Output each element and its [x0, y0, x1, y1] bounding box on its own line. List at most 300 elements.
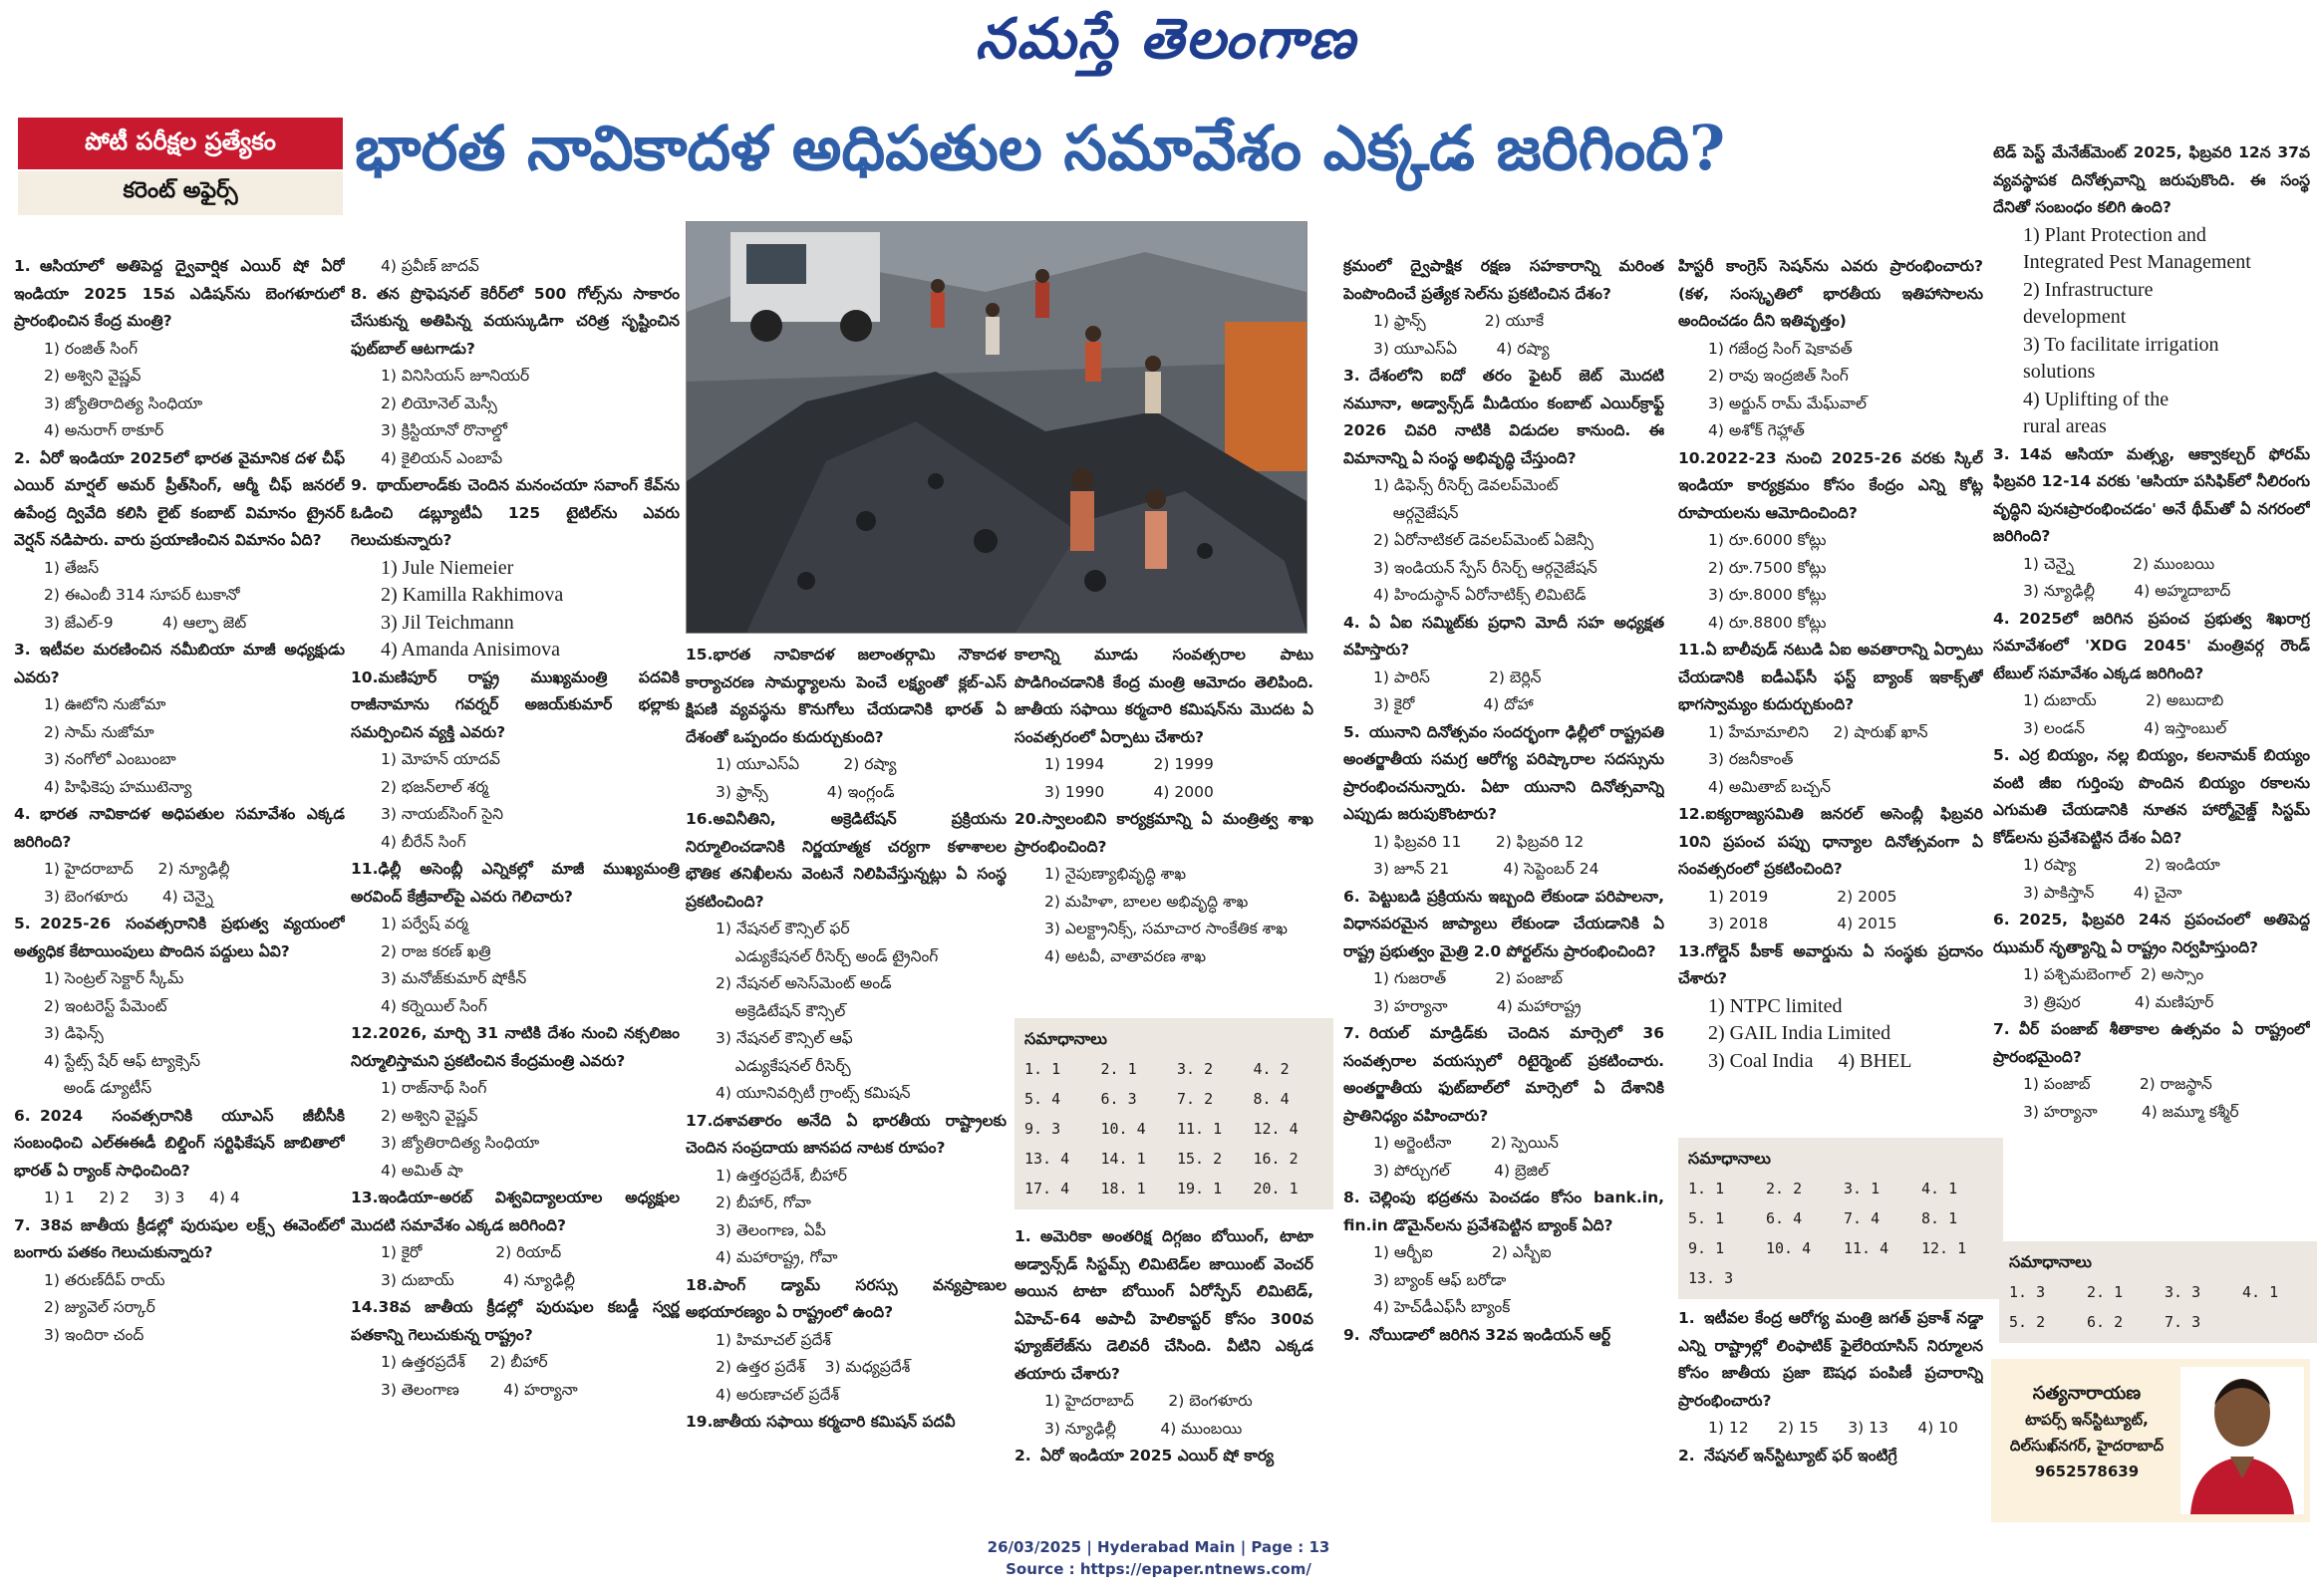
option-line: 1) 1 2) 2 3) 3 4) 4: [44, 1189, 240, 1206]
question-body: ఐక్యరాజ్యసమితి జనరల్ అసెంబ్లీ ఫిబ్రవరి 10ని ప్రపంచ పప్పు ధాన్యాల దినోత్సవంగా ఏ సంవత్సరంలో ప్రకటించింది?: [1678, 805, 1983, 878]
column-2: [351, 253, 680, 1530]
question-body: అవినీతిని, అక్రెడిటేషన్ ప్రక్రియను నిర్మూలించడానికి నిర్ణయాత్మక చర్యగా కళాశాలల భౌతిక తనిఖీలను వెంటనే నిలిపివేస్తున్నట్లు ఏ సంస్థ ప్రకటించింది?: [686, 810, 1007, 911]
answer-item: 5. 4: [1024, 1090, 1061, 1108]
answer-item: 4. 1: [2242, 1283, 2279, 1301]
section-tag: [18, 118, 343, 215]
option-line: 2) ఈఎంబీ 314 సూపర్ టుకానో: [44, 586, 240, 604]
question-block: [14, 1212, 345, 1350]
option-line: 3) బ్యాంక్ ఆఫ్ బరోడా: [1373, 1270, 1507, 1289]
answer-item: 2. 1: [2087, 1283, 2124, 1301]
question-block: [14, 911, 345, 1103]
page-headline: భారత నావికాదళ అధిపతుల సమావేశం ఎక్కడ జరిగింది?: [355, 112, 1726, 184]
question-block: [1678, 938, 1983, 1076]
answer-box-1: [1014, 1018, 1333, 1209]
question-number: 6.: [1343, 887, 1360, 906]
question-body: కాలాన్ని మూడు సంవత్సరాల పాటు పొడిగించడానికి కేంద్ర మంత్రి ఆమోదం తెలిపింది. జాతీయ సఫాయి కర్మచారి కమిషన్‌ను మొదట ఏ సంవత్సరంలో ఏర్పాటు చేశారు?: [1014, 646, 1313, 746]
column-1: [14, 253, 345, 1530]
author-institute: టాపర్స్ ఇన్‌స్టిట్యూట్,: [2025, 1411, 2149, 1429]
question-number: 11.: [1678, 641, 1706, 659]
question-body: టెడ్ పెస్ట్ మేనేజ్‌మెంట్ 2025, ఫిబ్రవరి 12న 37వ వ్యవస్థాపక దినోత్సవాన్ని జరుపుకొంది. ఈ సంస్థ దేనితో సంబంధం కలిగి ఉంది?: [1993, 143, 2310, 216]
option-line: 4) హిందుస్థాన్ ఏరోనాటిక్స్ లిమిటెడ్: [1373, 586, 1587, 604]
option-line: 3) ఫ్రాన్స్ 4) ఇంగ్లండ్: [716, 782, 895, 801]
question-body: ఇటీవల కేంద్ర ఆరోగ్య మంత్రి జగత్ ప్రకాశ్ నడ్డా ఎన్ని రాష్ట్రాల్లో లింఫాటిక్ ఫైలేరియాసిస్ నిర్మూలన కోసం జాతీయ ప్రజా ఔషధ పంపిణీ ప్రచారాన్ని ప్రారంభించారు?: [1678, 1309, 1983, 1410]
question-block: [1343, 884, 1664, 1021]
question-text: [1343, 610, 1664, 665]
option-line: Integrated Pest Management: [2023, 251, 2251, 273]
question-block: [1343, 363, 1664, 610]
option-line: ఆర్గనైజేషన్: [1373, 503, 1459, 522]
option-line: 2) నేషనల్ అసెస్‌మెంట్ అండ్: [716, 974, 892, 992]
option-line: 1) పర్వేష్ వర్మ: [381, 915, 468, 932]
option-line: 1) 1994 2) 1999: [1044, 755, 1214, 773]
question-body: చెల్లింపు భద్రతను పెంచడం కోసం bank.in, fin.in డొమైన్‌లను ప్రవేశపెట్టిన బ్యాంక్ ఏది?: [1343, 1189, 1664, 1234]
question-body: వీర్ పంజాబ్ శీతాకాల ఉత్సవం ఏ రాష్ట్రంలో ప్రారంభమైంది?: [1993, 1020, 2310, 1066]
answer-item: 1. 1: [1024, 1060, 1061, 1078]
question-number: 1.: [14, 257, 31, 275]
option-line: 3) క్రిస్టియానో రొనాల్డో: [381, 421, 507, 439]
question-block: [1678, 637, 1983, 801]
answer-item: 4. 2: [1253, 1060, 1290, 1078]
question-body: అమెరికా అంతరిక్ష దిగ్గజం బోయింగ్, టాటా అడ్వాన్స్‌డ్ సిస్టమ్స్ లిమిటెడ్‌ల జాయింట్ వెంచర్ అయిన టాటా బోయింగ్ ఏరోస్పేస్ లిమిటెడ్, ఏహెచ్-64 అపాచీ హెలికాప్టర్ కోసం 300వ ఫ్యూజ్‌లేజ్‌ను డెలివరీ చేసింది. వీటిని ఎక్కడ తయారు చేశారు?: [1014, 1227, 1313, 1383]
question-block: [686, 1272, 1007, 1410]
question-text: [351, 472, 680, 555]
question-body: యునాని దినోత్సవం సందర్భంగా ఢిల్లీలో రాష్ట్రపతి అంతర్జాతీయ సమగ్ర ఆరోగ్య పరిష్కారాల సదస్సును ప్రారంభించనున్నారు. ఏటా యునాని దినోత్సవాన్ని ఎప్పుడు జరుపుకొంటారు?: [1343, 722, 1664, 823]
answer-item: 18. 1: [1100, 1180, 1146, 1197]
question-number: 1.: [1014, 1227, 1031, 1245]
option-line: 4) యూనివర్సిటీ గ్రాంట్స్ కమిషన్: [716, 1084, 911, 1102]
option-line: 3) ఇందిరా చంద్: [44, 1325, 145, 1344]
question-block: [1678, 1305, 1983, 1443]
question-text: [14, 253, 345, 336]
answer-item: 14. 1: [1100, 1150, 1146, 1168]
question-body: థాయ్‌లాండ్‌కు చెందిన మనంచయా సవాంగ్ కేవ్‌ను ఓడించి డబ్ల్యూటీఏ 125 టైటిల్‌ను ఎవరు గెలుచుకున్నారు?: [351, 476, 680, 549]
option-line: 3) నంగోలో ఎంబుంబా: [44, 750, 176, 768]
option-line: 2) లియోనెల్ మెస్సీ: [381, 394, 497, 412]
question-block: [1014, 1223, 1313, 1443]
question-text: [1343, 1020, 1664, 1130]
option-line: 1) NTPC limited: [1708, 994, 1843, 1017]
option-line: 3) జూన్ 21 4) సెప్టెంబర్ 24: [1373, 860, 1599, 878]
question-number: 3.: [1343, 367, 1360, 385]
answer-item: 2. 2: [1766, 1180, 1803, 1197]
option-line: 3) త్రిపుర 4) మణిపూర్: [2023, 992, 2214, 1011]
option-line: 1) గజేంద్ర సింగ్ షెకావత్: [1708, 339, 1853, 358]
question-text: [1993, 907, 2310, 961]
masthead-logo: నమస్తే తెలంగాణ: [975, 6, 1357, 72]
answer-grid: [2009, 1277, 2314, 1337]
question-number: 2.: [1678, 1446, 1695, 1464]
question-text: [1993, 742, 2310, 852]
option-line: 1) Jule Niemeier: [381, 556, 514, 579]
option-line: 1) పంజాబ్ 2) రాజస్థాన్: [2023, 1075, 2212, 1093]
option-line: solutions: [2023, 361, 2096, 383]
answer-item: 13. 3: [1688, 1269, 1734, 1287]
question-block: [1343, 253, 1664, 363]
question-block: [1343, 610, 1664, 719]
answer-item: 5. 2: [2009, 1313, 2046, 1331]
question-text: [686, 642, 1007, 751]
question-body: మణిపూర్ రాష్ట్ర ముఖ్యమంత్రి పదవికి రాజీనామాను గవర్నర్ అజయ్‌కుమార్ భల్లాకు సమర్పించిన వ్యక్తి ఎవరు?: [351, 667, 680, 741]
author-photo: [2180, 1367, 2304, 1514]
question-number: 9.: [1343, 1325, 1360, 1344]
option-line: 3) రూ.8000 కోట్లు: [1708, 586, 1827, 604]
column-5: [1343, 253, 1664, 1530]
footer-source: Source : https://epaper.ntnews.com/: [1006, 1560, 1311, 1578]
option-line: 4) Uplifting of the: [2023, 388, 2170, 410]
question-block: [1993, 742, 2310, 907]
answer-item: 7. 4: [1844, 1209, 1881, 1227]
question-text: [14, 911, 345, 965]
question-block: [686, 642, 1007, 806]
question-number: 12.: [1678, 805, 1706, 823]
option-line: 1) నేషనల్ కౌన్సిల్ ఫర్: [716, 920, 850, 937]
option-line: 1) తేజస్: [44, 558, 100, 577]
question-number: 9.: [351, 476, 368, 494]
option-line: 3) తెలంగాణ, ఏపీ: [716, 1220, 826, 1239]
question-block: [1993, 139, 2310, 441]
answer-item: 12. 1: [1921, 1239, 1967, 1257]
question-body: జాతీయ సఫాయి కర్మచారి కమిషన్ పదవీ: [713, 1413, 956, 1431]
answer-item: 17. 4: [1024, 1180, 1070, 1197]
question-number: 17.: [686, 1111, 714, 1130]
question-block: [1993, 907, 2310, 1016]
option-line: 3) న్యూఢిల్లీ 4) అహ్మదాబాద్: [2023, 582, 2231, 600]
answer-item: 1. 3: [2009, 1283, 2046, 1301]
option-line: 3) తెలంగాణ 4) హర్యానా: [381, 1380, 578, 1399]
answer-item: 9. 3: [1024, 1120, 1061, 1138]
option-line: అండ్ డ్యూటీస్: [44, 1079, 152, 1097]
question-number: 20.: [1014, 810, 1042, 828]
question-body: నోయిడాలో జరిగిన 32వ ఇండియన్ ఆర్ట్: [1369, 1325, 1611, 1344]
question-number: 7.: [1343, 1024, 1360, 1042]
question-number: 13.: [351, 1189, 379, 1206]
question-text: [1343, 719, 1664, 829]
question-block: [686, 806, 1007, 1108]
question-body: ఎర్ర బియ్యం, నల్ల బియ్యం, కలనామక్ బియ్యం వంటి జీఐ గుర్తింపు పొందిన బియ్యం రకాలను ఎగుమతి చేయడానికి నూతన హార్మోనైజ్డ్ సిస్టమ్ కోడ్‌లను ప్రవేశపెట్టిన దేశం ఏది?: [1993, 746, 2310, 847]
option-line: 2) Kamilla Rakhimova: [381, 584, 564, 606]
option-line: 3) నేషనల్ కౌన్సిల్ ఆఫ్: [716, 1029, 853, 1047]
author-box: [1991, 1359, 2310, 1522]
answer-item: 8. 1: [1921, 1209, 1958, 1227]
option-line: 1) వినిసియస్ జూనియర్: [381, 367, 530, 385]
question-number: 10.: [351, 667, 379, 686]
question-body: పెట్టుబడి ప్రక్రియను ఇబ్బంది లేకుండా పరిపాలనా, విధానపరమైన జాప్యాలు లేకుండా చేయడానికి ఏ రాష్ట్ర ప్రభుత్వం మైత్రి 2.0 పోర్టల్‌ను ప్రారంభించింది?: [1343, 887, 1664, 960]
option-line: 1) నైపుణ్యాభివృద్ధి శాఖ: [1044, 865, 1187, 883]
option-line: 4) అశోక్ గెహ్లాత్: [1708, 421, 1805, 439]
question-number: 5.: [1993, 746, 2010, 764]
question-number: 4.: [14, 805, 31, 823]
answer-item: 7. 2: [1177, 1090, 1214, 1108]
question-body: క్రమంలో ద్వైపాక్షిక రక్షణ సహకారాన్ని మరింత పెంపొందించే ప్రత్యేక సెల్‌ను ప్రకటించిన దేశం?: [1343, 257, 1664, 303]
question-text: [351, 1294, 680, 1349]
column-4-top: [1014, 642, 1313, 1008]
option-line: 1) దుబాయ్ 2) అబుదాబి: [2023, 691, 2224, 709]
author-location: దిల్‌సుఖ్‌నగర్, హైదరాబాద్: [2009, 1437, 2165, 1455]
answer-item: 6. 2: [2087, 1313, 2124, 1331]
option-line: 1) యూఎస్ఏ 2) రష్యా: [716, 755, 897, 773]
question-body: 2025-26 సంవత్సరానికి ప్రభుత్వ వ్యయంలో అత్యధిక కేటాయింపులు పొందిన పద్దులు ఏవి?: [14, 915, 345, 960]
question-number: 7.: [14, 1215, 31, 1234]
question-body: దశావతారం అనేది ఏ భారతీయ రాష్ట్రాలకు చెందిన సంప్రదాయ జానపద నాటక రూపం?: [686, 1111, 1007, 1157]
question-text: [351, 856, 680, 911]
option-line: 3) బెంగళూరు 4) చెన్నై: [44, 887, 213, 906]
author-details: [1997, 1381, 2176, 1484]
option-line: 3) దుబాయ్ 4) న్యూఢిల్లీ: [381, 1270, 575, 1289]
question-block: [1993, 441, 2310, 606]
option-line: 1) 12 2) 15 3) 13 4) 10: [1708, 1419, 1958, 1437]
question-block: [14, 801, 345, 911]
option-line: 3) హర్యానా 4) మహారాష్ట్ర: [1373, 996, 1582, 1015]
question-number: 12.: [351, 1024, 379, 1042]
question-body: నేషనల్ ఇన్‌స్టిట్యూట్ ఫర్ ఇంటిగ్రే: [1704, 1446, 1897, 1464]
option-line: 2) రాజ కరణ్ ఖత్రి: [381, 941, 491, 960]
column-7: [1993, 139, 2310, 1215]
answer-box-3: [1999, 1241, 2317, 1343]
question-block: [686, 1409, 1007, 1437]
question-text: [351, 1185, 680, 1239]
option-line: 4) అనురాగ్ ఠాకూర్: [44, 421, 164, 439]
answer-box-title: సమాధానాలు: [1688, 1149, 1771, 1168]
option-line: 3) 1990 4) 2000: [1044, 782, 1214, 801]
question-text: [351, 281, 680, 364]
question-block: [14, 1103, 345, 1212]
question-text: [14, 445, 345, 555]
question-number: 10.: [1678, 448, 1706, 467]
question-text: [1678, 253, 1983, 336]
question-block: [351, 253, 680, 281]
section-tag-subtitle: కరెంట్ అఫైర్స్: [18, 169, 343, 215]
option-line: 2) ఏరోనాటికల్ డెవలప్‌మెంట్ ఏజెన్సీ: [1373, 531, 1593, 549]
question-number: 4.: [1993, 609, 2010, 628]
question-text: [686, 1272, 1007, 1327]
question-text: [1993, 139, 2310, 222]
column-6: [1678, 253, 1983, 1130]
option-line: 1) హిమాచల్ ప్రదేశ్: [716, 1330, 831, 1349]
answer-item: 20. 1: [1253, 1180, 1299, 1197]
question-block: [1014, 1443, 1313, 1470]
answer-item: 6. 3: [1100, 1090, 1137, 1108]
option-line: 3) మనోజ్‌కుమార్ షోకీన్: [381, 969, 527, 987]
answer-item: 3. 1: [1844, 1180, 1881, 1197]
answer-item: 1. 1: [1688, 1180, 1725, 1197]
option-line: 4) స్టేట్స్ షేర్ ఆఫ్ ట్యాక్సెస్: [44, 1051, 201, 1070]
option-line: 4) కైలియన్ ఎంబాపే: [381, 448, 503, 467]
option-line: 1) Plant Protection and: [2023, 223, 2206, 246]
question-body: 14వ ఆసియా మత్స్య, ఆక్వాకల్చర్ ఫోరమ్ ఫిబ్రవరి 12-14 వరకు 'ఆసియా పసిఫిక్‌లో నీలిరంగు వృద్ధిని పునఃప్రారంభించడం' అనే థీమ్‌తో ఏ నగరంలో జరిగింది?: [1993, 444, 2310, 545]
option-line: 3) పాకిస్తాన్ 4) చైనా: [2023, 883, 2182, 902]
option-line: 1) ఊటోని నుజోమా: [44, 695, 166, 713]
option-line: ఎడ్యుకేషనల్ రీసెర్చ్ అండ్ ట్రైనింగ్: [716, 946, 939, 965]
answer-item: 12. 4: [1253, 1120, 1299, 1138]
question-text: [1343, 1322, 1664, 1350]
page-footer: [0, 1536, 2317, 1580]
option-line: 1) రాజ్‌నాథ్ సింగ్: [381, 1079, 487, 1097]
question-block: [14, 445, 345, 638]
question-block: [1678, 1443, 1983, 1470]
question-text: [1678, 801, 1983, 884]
question-block: [686, 1108, 1007, 1272]
option-line: 1) 2019 2) 2005: [1708, 887, 1897, 906]
footer-date-edition: 26/03/2025 | Hyderabad Main | Page : 13: [987, 1538, 1330, 1556]
option-line: 4) అటవీ, వాతావరణ శాఖ: [1044, 946, 1207, 965]
question-text: [1993, 441, 2310, 551]
question-number: 4.: [1343, 613, 1360, 632]
answer-item: 8. 4: [1253, 1090, 1290, 1108]
answer-item: 16. 2: [1253, 1150, 1299, 1168]
option-line: 1) రూ.6000 కోట్లు: [1708, 531, 1827, 549]
question-text: [1678, 1305, 1983, 1415]
question-text: [1343, 253, 1664, 308]
author-phone: 9652578639: [2034, 1463, 2140, 1480]
question-block: [351, 472, 680, 665]
option-line: 1) పారిస్ 2) బెర్లిన్: [1373, 667, 1542, 686]
question-number: 1.: [1678, 1309, 1695, 1327]
question-body: ఏరో ఇండియా 2025 ఎయిర్ షో కార్య: [1040, 1447, 1275, 1464]
option-line: 4) అమితాబ్ బచ్చన్: [1708, 777, 1832, 796]
question-text: [1343, 884, 1664, 966]
question-text: [1678, 938, 1983, 993]
question-number: 13.: [1678, 941, 1706, 960]
question-body: ఢిల్లీ అసెంబ్లీ ఎన్నికల్లో మాజీ ముఖ్యమంత్రి అరవింద్ కేజ్రీవాల్‌పై ఎవరు గెలిచారు?: [351, 860, 680, 906]
option-line: 2) అశ్విని వైష్ణవ్: [44, 367, 142, 385]
answer-item: 6. 4: [1766, 1209, 1803, 1227]
option-line: 4) అమిత్ షా: [381, 1161, 463, 1180]
answer-item: 7. 3: [2165, 1313, 2201, 1331]
question-number: 16.: [686, 810, 714, 828]
option-line: 3) జేఎల్-9 4) ఆల్ఫా జెట్: [44, 613, 247, 632]
answer-item: 2. 1: [1100, 1060, 1137, 1078]
question-body: భారత నావికాదళ జలాంతర్గామి నౌకాదళ కార్యాచరణ సామర్థ్యాలను పెంచే లక్ష్యంతో క్లబ్-ఎస్ క్షిపణి వ్యవస్థను కొనుగోలు చేయడానికి భారత్ ఏ దేశంతో ఒప్పందం కుదుర్చుకుంది?: [686, 646, 1007, 746]
question-text: [1014, 806, 1313, 861]
question-text: [686, 806, 1007, 916]
question-text: [1993, 1016, 2310, 1071]
question-number: 8.: [1343, 1189, 1360, 1206]
question-body: భారత నావికాదళ అధిపతుల సమావేశం ఎక్కడ జరిగింది?: [14, 805, 345, 851]
option-line: 1) ఫ్రాన్స్ 2) యూకే: [1373, 312, 1545, 330]
question-number: 2.: [1014, 1447, 1031, 1464]
question-text: [1678, 637, 1983, 719]
option-line: 1) చెన్నై 2) ముంబయి: [2023, 554, 2215, 573]
option-line: 1) గుజరాత్ 2) పంజాబ్: [1373, 969, 1563, 987]
question-body: 2025లో జరిగిన ప్రపంచ ప్రభుత్వ శిఖరాగ్ర సమావేశంలో 'XDG 2045' మంత్రివర్గ రౌండ్ టేబుల్ సమావేశం ఎక్కడ జరిగింది?: [1993, 609, 2310, 682]
question-block: [1343, 1020, 1664, 1185]
answer-grid: [1688, 1174, 1993, 1293]
question-body: 2026, మార్చి 31 నాటికి దేశం నుంచి నక్సలిజం నిర్మూలిస్తామని ప్రకటించిన కేంద్రమంత్రి ఎవరు?: [351, 1024, 680, 1070]
question-number: 7.: [1993, 1020, 2010, 1038]
option-line: అక్రెడిటేషన్ కౌన్సిల్: [716, 1001, 846, 1020]
answer-item: 3. 2: [1177, 1060, 1214, 1078]
column-4-bottom: [1014, 1223, 1313, 1530]
question-block: [1343, 1185, 1664, 1322]
option-line: 2) రూ.7500 కోట్లు: [1708, 558, 1827, 577]
question-number: 19.: [686, 1413, 714, 1431]
option-line: 3) హర్యానా 4) జమ్మూ కశ్మీర్: [2023, 1102, 2239, 1121]
question-text: [1343, 1185, 1664, 1239]
author-name: సత్యనారాయణ: [2032, 1383, 2142, 1404]
question-number: 3.: [14, 641, 31, 659]
option-line: 1) అర్జెంటీనా 2) స్పెయిన్: [1373, 1134, 1559, 1152]
question-body: పాంగ్ డ్యామ్ సరస్సు వన్యప్రాణుల అభయారణ్యం ఏ రాష్ట్రంలో ఉంది?: [686, 1275, 1007, 1321]
question-body: దేశంలోని ఐదో తరం ఫైటర్ జెట్ మొదటి నమూనా, అడ్వాన్స్‌డ్ మీడియం కంబాట్ ఎయిర్‌క్రాఫ్ట్ 2026 చివరి నాటికి విడుదల కానుంది. ఈ విమానాన్ని ఏ సంస్థ అభివృద్ధి చేస్తుంది?: [1343, 367, 1664, 467]
option-line: 2) జ్యువెల్ సర్కార్: [44, 1298, 155, 1316]
question-block: [14, 253, 345, 445]
option-line: 2) Infrastructure: [2023, 278, 2154, 301]
column-3: [686, 642, 1007, 1530]
question-text: [1993, 606, 2310, 688]
question-text: [686, 1409, 1007, 1437]
option-line: 3) లండన్ 4) ఇస్తాంబుల్: [2023, 718, 2227, 737]
answer-item: 3. 3: [2165, 1283, 2201, 1301]
option-line: 3) కైరో 4) దోహా: [1373, 695, 1534, 713]
option-line: 3) Jil Teichmann: [381, 611, 514, 634]
question-number: 2.: [14, 448, 31, 467]
question-body: ఆసియాలో అతిపెద్ద ద్వైవార్షిక ఎయిర్ షో ఏరో ఇండియా 2025 15వ ఎడిషన్‌ను బెంగళూరులో ప్రారంభించిన కేంద్ర మంత్రి?: [14, 257, 345, 330]
answer-item: 10. 4: [1766, 1239, 1812, 1257]
answer-box-2: [1678, 1138, 2003, 1299]
question-block: [1678, 253, 1983, 445]
question-block: [351, 281, 680, 473]
option-line: 1) హైదరాబాద్ 2) న్యూఢిల్లీ: [44, 860, 230, 878]
question-body: 2022-23 నుంచి 2025-26 వరకు స్కిల్ ఇండియా కార్యక్రమం కోసం కేంద్రం ఎన్ని కోట్ల రూపాయలను ఆమోదించింది?: [1678, 448, 1983, 522]
answer-box-title: సమాధానాలు: [1024, 1029, 1107, 1048]
question-text: [1014, 1223, 1313, 1388]
question-block: [1993, 606, 2310, 743]
question-block: [351, 1020, 680, 1185]
question-number: 6.: [1993, 911, 2010, 929]
option-line: 2) మహిళా, బాలల అభివృద్ధి శాఖ: [1044, 892, 1249, 911]
option-line: 3) పోర్చుగల్ 4) బ్రెజిల్: [1373, 1161, 1549, 1180]
option-line: 1) కైరో 2) రియాద్: [381, 1243, 562, 1261]
option-line: 3) 2018 4) 2015: [1708, 915, 1897, 932]
option-line: 2) సామ్ నుజోమా: [44, 722, 154, 741]
answer-item: 19. 1: [1177, 1180, 1223, 1197]
option-line: 1) హేమామాలిని 2) షారుఖ్ ఖాన్: [1708, 722, 1928, 741]
question-block: [351, 856, 680, 1020]
question-text: [1678, 1443, 1983, 1470]
question-block: [1014, 806, 1313, 970]
question-block: [1678, 445, 1983, 638]
question-body: 38వ జాతీయ క్రీడల్లో పురుషుల కబడ్డీ స్వర్ణ పతకాన్ని గెలుచుకున్న రాష్ట్రం?: [351, 1298, 680, 1344]
answer-item: 11. 4: [1844, 1239, 1889, 1257]
question-body: హిస్టరీ కాంగ్రెస్ సెషన్‌ను ఎవరు ప్రారంభించారు? (కళ, సంస్కృతిలో భారతీయ ఇతిహాసాలను అందించడం దీని ఇతివృత్తం): [1678, 257, 1983, 330]
question-block: [351, 1185, 680, 1294]
question-body: ఏ ఏఐ సమ్మిట్‌కు ప్రధాని మోదీ సహ అధ్యక్షత వహిస్తారు?: [1343, 613, 1664, 659]
option-line: 4) రూ.8800 కోట్లు: [1708, 613, 1827, 632]
answer-item: 4. 1: [1921, 1180, 1958, 1197]
option-line: 4) Amanda Anisimova: [381, 639, 560, 661]
question-body: ఇండియా-అరబ్ విశ్వవిద్యాలయాల అధ్యక్షుల మొదటి సమావేశం ఎక్కడ జరిగింది?: [351, 1189, 680, 1234]
question-number: 11.: [351, 860, 379, 878]
answer-item: 9. 1: [1688, 1239, 1725, 1257]
option-line: 4) అరుణాచల్ ప్రదేశ్: [716, 1385, 840, 1404]
question-number: 5.: [1343, 722, 1360, 741]
question-block: [1993, 1016, 2310, 1126]
coal-mine-illustration: [687, 222, 1306, 633]
question-text: [1343, 363, 1664, 472]
option-line: 1) ఆర్బీఐ 2) ఎస్బీఐ: [1373, 1243, 1552, 1261]
question-text: [686, 1108, 1007, 1163]
option-line: 3) యూఎస్ఏ 4) రష్యా: [1373, 339, 1550, 358]
option-line: 4) కర్నెయిల్ సింగ్: [381, 996, 487, 1015]
answer-item: 13. 4: [1024, 1150, 1070, 1168]
option-line: 1) మోహన్ యాదవ్: [381, 750, 500, 768]
question-block: [1343, 1322, 1664, 1350]
option-line: 4) హెచ్‌డీఎఫ్‌సీ బ్యాంక్: [1373, 1298, 1511, 1316]
section-tag-title: పోటీ పరీక్షల ప్రత్యేకం: [18, 118, 343, 169]
option-line: 3) To facilitate irrigation: [2023, 333, 2219, 356]
question-body: 2024 సంవత్సరానికి యూఎస్ జీబీసీకి సంబంధించి ఎల్ఈఈడీ బిల్డింగ్ సర్టిఫికేషన్ జాబితాలో భారత్ ఏ ర్యాంక్ సాధించింది?: [14, 1106, 345, 1180]
option-line: 2) బీహార్, గోవా: [716, 1194, 811, 1211]
